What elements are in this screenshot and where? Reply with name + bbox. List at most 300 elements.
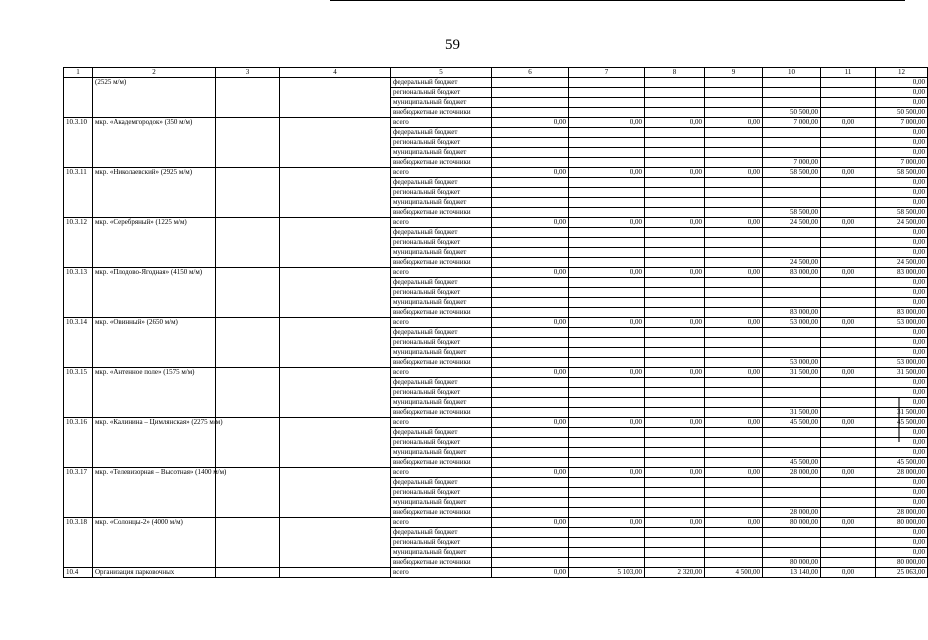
cell-col-6: 0,00 bbox=[492, 368, 569, 378]
cell-col-9 bbox=[705, 398, 763, 408]
cell-col-11 bbox=[821, 428, 876, 438]
cell-col-4 bbox=[280, 78, 391, 118]
cell-col-3 bbox=[216, 78, 280, 118]
table-row bbox=[64, 518, 928, 528]
cell-col-9 bbox=[705, 488, 763, 498]
cell-col-6: 0,00 bbox=[492, 218, 569, 228]
cell-col-6 bbox=[492, 278, 569, 288]
cell-col-8 bbox=[645, 528, 705, 538]
cell-col-11: 0,00 bbox=[821, 118, 876, 128]
cell-col-12: 45 500,00 bbox=[876, 458, 928, 468]
cell-col-8 bbox=[645, 98, 705, 108]
cell-col-6 bbox=[492, 228, 569, 238]
cell-col-10: 28 000,00 bbox=[763, 508, 821, 518]
cell-col-12: 0,00 bbox=[876, 288, 928, 298]
item-name: (2525 м/м) bbox=[93, 78, 216, 118]
cell-col-8 bbox=[645, 298, 705, 308]
cell-col-6 bbox=[492, 388, 569, 398]
cell-col-8 bbox=[645, 228, 705, 238]
funding-source: муниципальный бюджет bbox=[391, 548, 492, 558]
cell-col-10 bbox=[763, 78, 821, 88]
funding-source: всего bbox=[391, 218, 492, 228]
cell-col-12: 0,00 bbox=[876, 278, 928, 288]
cell-col-10: 58 500,00 bbox=[763, 168, 821, 178]
cell-col-11: 0,00 bbox=[821, 418, 876, 428]
funding-source: региональный бюджет bbox=[391, 338, 492, 348]
cell-col-11 bbox=[821, 248, 876, 258]
cell-col-8 bbox=[645, 398, 705, 408]
funding-source: внебюджетные источники bbox=[391, 508, 492, 518]
cell-col-9 bbox=[705, 348, 763, 358]
cell-col-7 bbox=[569, 428, 645, 438]
cell-col-10 bbox=[763, 198, 821, 208]
cell-col-7: 0,00 bbox=[569, 318, 645, 328]
item-code: 10.3.14 bbox=[64, 318, 93, 368]
cell-col-7 bbox=[569, 278, 645, 288]
cell-col-7 bbox=[569, 338, 645, 348]
cell-col-7 bbox=[569, 528, 645, 538]
cell-col-6 bbox=[492, 478, 569, 488]
table-row bbox=[64, 318, 928, 328]
item-name: мкр. «Академгородок» (350 м/м) bbox=[93, 118, 216, 168]
cell-col-8 bbox=[645, 248, 705, 258]
cell-col-7: 0,00 bbox=[569, 118, 645, 128]
cell-col-8 bbox=[645, 558, 705, 568]
cell-col-6 bbox=[492, 258, 569, 268]
cell-col-9 bbox=[705, 88, 763, 98]
cell-col-12: 0,00 bbox=[876, 448, 928, 458]
cell-col-6 bbox=[492, 138, 569, 148]
cell-col-10 bbox=[763, 478, 821, 488]
item-code: 10.3.13 bbox=[64, 268, 93, 318]
table-row bbox=[64, 568, 928, 578]
cell-col-12: 0,00 bbox=[876, 78, 928, 88]
cell-col-10 bbox=[763, 228, 821, 238]
item-name: мкр. «Серебряный» (1225 м/м) bbox=[93, 218, 216, 268]
cell-col-12: 0,00 bbox=[876, 538, 928, 548]
cell-col-10 bbox=[763, 188, 821, 198]
cell-col-8 bbox=[645, 148, 705, 158]
funding-source: всего bbox=[391, 418, 492, 428]
funding-source: всего bbox=[391, 118, 492, 128]
cell-col-11 bbox=[821, 328, 876, 338]
cell-col-8: 2 320,00 bbox=[645, 568, 705, 578]
cell-col-12: 0,00 bbox=[876, 438, 928, 448]
cell-col-9 bbox=[705, 158, 763, 168]
cell-col-10 bbox=[763, 528, 821, 538]
cell-col-9 bbox=[705, 528, 763, 538]
cell-col-10: 45 500,00 bbox=[763, 418, 821, 428]
cell-col-8 bbox=[645, 138, 705, 148]
cell-col-6 bbox=[492, 438, 569, 448]
cell-col-9 bbox=[705, 248, 763, 258]
cell-col-11 bbox=[821, 188, 876, 198]
cell-col-11 bbox=[821, 108, 876, 118]
funding-source: региональный бюджет bbox=[391, 388, 492, 398]
funding-source: внебюджетные источники bbox=[391, 158, 492, 168]
cell-col-9 bbox=[705, 408, 763, 418]
item-code: 10.3.17 bbox=[64, 468, 93, 518]
cell-col-3 bbox=[216, 418, 280, 468]
top-rule bbox=[330, 0, 905, 1]
cell-col-11 bbox=[821, 178, 876, 188]
cell-col-10 bbox=[763, 248, 821, 258]
cell-col-6 bbox=[492, 488, 569, 498]
cell-col-12: 83 000,00 bbox=[876, 268, 928, 278]
funding-source: внебюджетные источники bbox=[391, 258, 492, 268]
cell-col-11 bbox=[821, 338, 876, 348]
cell-col-8: 0,00 bbox=[645, 268, 705, 278]
cell-col-11: 0,00 bbox=[821, 468, 876, 478]
funding-source: всего bbox=[391, 518, 492, 528]
funding-source: региональный бюджет bbox=[391, 538, 492, 548]
cell-col-7 bbox=[569, 298, 645, 308]
cell-col-11 bbox=[821, 558, 876, 568]
cell-col-8 bbox=[645, 338, 705, 348]
funding-source: федеральный бюджет bbox=[391, 528, 492, 538]
cell-col-11 bbox=[821, 388, 876, 398]
table-row bbox=[64, 268, 928, 278]
cell-col-7 bbox=[569, 478, 645, 488]
cell-col-8 bbox=[645, 378, 705, 388]
cell-col-11: 0,00 bbox=[821, 518, 876, 528]
funding-source: федеральный бюджет bbox=[391, 428, 492, 438]
cell-col-12: 0,00 bbox=[876, 148, 928, 158]
cell-col-11 bbox=[821, 398, 876, 408]
cell-col-10: 58 500,00 bbox=[763, 208, 821, 218]
cell-col-8 bbox=[645, 458, 705, 468]
cell-col-6 bbox=[492, 148, 569, 158]
cell-col-6 bbox=[492, 198, 569, 208]
cell-col-6: 0,00 bbox=[492, 418, 569, 428]
cell-col-9 bbox=[705, 208, 763, 218]
funding-source: всего bbox=[391, 368, 492, 378]
cell-col-7 bbox=[569, 348, 645, 358]
cell-col-11: 0,00 bbox=[821, 168, 876, 178]
cell-col-4 bbox=[280, 218, 391, 268]
funding-source: региональный бюджет bbox=[391, 188, 492, 198]
cell-col-12: 0,00 bbox=[876, 138, 928, 148]
cell-col-9 bbox=[705, 358, 763, 368]
cell-col-9 bbox=[705, 98, 763, 108]
cell-col-9 bbox=[705, 338, 763, 348]
cell-col-12: 0,00 bbox=[876, 338, 928, 348]
item-code: 10.3.15 bbox=[64, 368, 93, 418]
cell-col-11 bbox=[821, 78, 876, 88]
cell-col-12: 0,00 bbox=[876, 98, 928, 108]
cell-col-7: 0,00 bbox=[569, 268, 645, 278]
cell-col-10 bbox=[763, 378, 821, 388]
cell-col-10: 83 000,00 bbox=[763, 268, 821, 278]
cell-col-8 bbox=[645, 158, 705, 168]
cell-col-7 bbox=[569, 558, 645, 568]
funding-source: муниципальный бюджет bbox=[391, 298, 492, 308]
table-row bbox=[64, 168, 928, 178]
cell-col-6: 0,00 bbox=[492, 318, 569, 328]
cell-col-10: 50 500,00 bbox=[763, 108, 821, 118]
cell-col-10 bbox=[763, 238, 821, 248]
cell-col-7 bbox=[569, 138, 645, 148]
funding-source: федеральный бюджет bbox=[391, 378, 492, 388]
cell-col-7 bbox=[569, 488, 645, 498]
cell-col-11 bbox=[821, 508, 876, 518]
item-name: мкр. «Овинный» (2650 м/м) bbox=[93, 318, 216, 368]
cell-col-12: 0,00 bbox=[876, 238, 928, 248]
item-code: 10.3.18 bbox=[64, 518, 93, 568]
cell-col-10 bbox=[763, 548, 821, 558]
item-name: мкр. «Телевизорная – Высотная» (1400 м/м) bbox=[93, 468, 216, 518]
funding-source: муниципальный бюджет bbox=[391, 448, 492, 458]
funding-source: региональный бюджет bbox=[391, 488, 492, 498]
cell-col-8 bbox=[645, 88, 705, 98]
cell-col-7 bbox=[569, 308, 645, 318]
cell-col-12: 50 500,00 bbox=[876, 108, 928, 118]
cell-col-11: 0,00 bbox=[821, 368, 876, 378]
cell-col-8: 0,00 bbox=[645, 118, 705, 128]
cell-col-9 bbox=[705, 388, 763, 398]
cell-col-12: 7 000,00 bbox=[876, 158, 928, 168]
table-row bbox=[64, 218, 928, 228]
cell-col-8 bbox=[645, 308, 705, 318]
cell-col-12: 0,00 bbox=[876, 488, 928, 498]
cell-col-6 bbox=[492, 378, 569, 388]
cell-col-7 bbox=[569, 288, 645, 298]
cell-col-6 bbox=[492, 238, 569, 248]
cell-col-12: 0,00 bbox=[876, 478, 928, 488]
cell-col-8 bbox=[645, 428, 705, 438]
cell-col-11 bbox=[821, 358, 876, 368]
cell-col-7 bbox=[569, 398, 645, 408]
table-row bbox=[64, 78, 928, 88]
funding-source: внебюджетные источники bbox=[391, 458, 492, 468]
funding-source: региональный бюджет bbox=[391, 88, 492, 98]
cell-col-11 bbox=[821, 98, 876, 108]
cell-col-7 bbox=[569, 538, 645, 548]
cell-col-10: 31 500,00 bbox=[763, 368, 821, 378]
cell-col-12: 0,00 bbox=[876, 228, 928, 238]
cell-col-10: 13 140,00 bbox=[763, 568, 821, 578]
funding-source: муниципальный бюджет bbox=[391, 348, 492, 358]
cell-col-11 bbox=[821, 458, 876, 468]
cell-col-4 bbox=[280, 268, 391, 318]
cell-col-6: 0,00 bbox=[492, 168, 569, 178]
cell-col-7 bbox=[569, 188, 645, 198]
cell-col-7 bbox=[569, 238, 645, 248]
item-name: мкр. «Калинина – Цимлянская» (2275 м/м) bbox=[93, 418, 216, 468]
cell-col-8: 0,00 bbox=[645, 418, 705, 428]
cell-col-9 bbox=[705, 378, 763, 388]
cell-col-7 bbox=[569, 228, 645, 238]
funding-source: федеральный бюджет bbox=[391, 128, 492, 138]
cell-col-10 bbox=[763, 398, 821, 408]
cell-col-9 bbox=[705, 198, 763, 208]
table-body bbox=[64, 78, 928, 578]
cell-col-3 bbox=[216, 318, 280, 368]
cell-col-10 bbox=[763, 278, 821, 288]
funding-source: внебюджетные источники bbox=[391, 108, 492, 118]
cell-col-8 bbox=[645, 198, 705, 208]
item-name: мкр. «Николаевский» (2925 м/м) bbox=[93, 168, 216, 218]
cell-col-12: 0,00 bbox=[876, 248, 928, 258]
cell-col-9: 4 500,00 bbox=[705, 568, 763, 578]
cell-col-11 bbox=[821, 488, 876, 498]
cell-col-12: 28 000,00 bbox=[876, 508, 928, 518]
cell-col-10: 53 000,00 bbox=[763, 318, 821, 328]
cell-col-9 bbox=[705, 138, 763, 148]
cell-col-8: 0,00 bbox=[645, 368, 705, 378]
cell-col-10 bbox=[763, 338, 821, 348]
cell-col-7: 0,00 bbox=[569, 218, 645, 228]
cell-col-8 bbox=[645, 508, 705, 518]
cell-col-11 bbox=[821, 228, 876, 238]
cell-col-9 bbox=[705, 478, 763, 488]
cell-col-10 bbox=[763, 448, 821, 458]
cell-col-6 bbox=[492, 408, 569, 418]
cell-col-12: 0,00 bbox=[876, 498, 928, 508]
cell-col-9: 0,00 bbox=[705, 468, 763, 478]
cell-col-9 bbox=[705, 228, 763, 238]
cell-col-11 bbox=[821, 238, 876, 248]
cell-col-9: 0,00 bbox=[705, 318, 763, 328]
cell-col-11 bbox=[821, 438, 876, 448]
funding-source: федеральный бюджет bbox=[391, 278, 492, 288]
funding-source: муниципальный бюджет bbox=[391, 198, 492, 208]
cell-col-6 bbox=[492, 358, 569, 368]
cell-col-8 bbox=[645, 128, 705, 138]
cell-col-11 bbox=[821, 498, 876, 508]
cell-col-8 bbox=[645, 238, 705, 248]
cell-col-3 bbox=[216, 118, 280, 168]
cell-col-9 bbox=[705, 108, 763, 118]
cell-col-12: 0,00 bbox=[876, 188, 928, 198]
cell-col-9: 0,00 bbox=[705, 118, 763, 128]
cell-col-7 bbox=[569, 98, 645, 108]
cell-col-6 bbox=[492, 128, 569, 138]
funding-source: внебюджетные источники bbox=[391, 558, 492, 568]
cell-col-11 bbox=[821, 258, 876, 268]
cell-col-3 bbox=[216, 518, 280, 568]
funding-source: региональный бюджет bbox=[391, 238, 492, 248]
funding-source: федеральный бюджет bbox=[391, 78, 492, 88]
funding-source: региональный бюджет bbox=[391, 438, 492, 448]
cell-col-9 bbox=[705, 508, 763, 518]
cell-col-10 bbox=[763, 388, 821, 398]
cell-col-9 bbox=[705, 458, 763, 468]
cell-col-10: 7 000,00 bbox=[763, 158, 821, 168]
cell-col-7 bbox=[569, 148, 645, 158]
cell-col-9 bbox=[705, 278, 763, 288]
cell-col-6 bbox=[492, 288, 569, 298]
cell-col-10 bbox=[763, 138, 821, 148]
cell-col-4 bbox=[280, 368, 391, 418]
cell-col-12: 0,00 bbox=[876, 328, 928, 338]
header-row bbox=[64, 68, 928, 78]
table-row bbox=[64, 368, 928, 378]
funding-source: региональный бюджет bbox=[391, 288, 492, 298]
funding-source: муниципальный бюджет bbox=[391, 498, 492, 508]
item-name: Организация парковочных bbox=[93, 568, 216, 578]
item-name: мкр. «Антенное поле» (1575 м/м) bbox=[93, 368, 216, 418]
cell-col-10: 24 500,00 bbox=[763, 258, 821, 268]
cell-col-10: 28 000,00 bbox=[763, 468, 821, 478]
cell-col-7 bbox=[569, 328, 645, 338]
cell-col-7: 0,00 bbox=[569, 468, 645, 478]
cell-col-7 bbox=[569, 388, 645, 398]
cell-col-3 bbox=[216, 568, 280, 578]
funding-source: муниципальный бюджет bbox=[391, 148, 492, 158]
cell-col-8 bbox=[645, 478, 705, 488]
cell-col-9 bbox=[705, 538, 763, 548]
cell-col-6 bbox=[492, 78, 569, 88]
cell-col-6 bbox=[492, 398, 569, 408]
cell-col-6 bbox=[492, 458, 569, 468]
cell-col-11 bbox=[821, 148, 876, 158]
cell-col-8 bbox=[645, 438, 705, 448]
cell-col-11 bbox=[821, 288, 876, 298]
cell-col-10: 24 500,00 bbox=[763, 218, 821, 228]
table-row bbox=[64, 468, 928, 478]
cell-col-7 bbox=[569, 378, 645, 388]
cell-col-8 bbox=[645, 78, 705, 88]
table-row bbox=[64, 118, 928, 128]
cell-col-10 bbox=[763, 488, 821, 498]
cell-col-6: 0,00 bbox=[492, 518, 569, 528]
cell-col-11 bbox=[821, 538, 876, 548]
cell-col-12: 0,00 bbox=[876, 388, 928, 398]
cell-col-10: 45 500,00 bbox=[763, 458, 821, 468]
cell-col-11 bbox=[821, 278, 876, 288]
cell-col-6 bbox=[492, 528, 569, 538]
cell-col-4 bbox=[280, 168, 391, 218]
cell-col-10: 31 500,00 bbox=[763, 408, 821, 418]
cell-col-10: 80 000,00 bbox=[763, 518, 821, 528]
cell-col-6 bbox=[492, 108, 569, 118]
cell-col-12: 0,00 bbox=[876, 428, 928, 438]
cell-col-11 bbox=[821, 478, 876, 488]
cell-col-6 bbox=[492, 548, 569, 558]
cell-col-12: 80 000,00 bbox=[876, 558, 928, 568]
cell-col-7 bbox=[569, 408, 645, 418]
cell-col-12: 0,00 bbox=[876, 198, 928, 208]
cell-col-7: 0,00 bbox=[569, 368, 645, 378]
cell-col-6 bbox=[492, 538, 569, 548]
cell-col-9 bbox=[705, 78, 763, 88]
cell-col-10 bbox=[763, 128, 821, 138]
cell-col-6 bbox=[492, 348, 569, 358]
cell-col-6 bbox=[492, 558, 569, 568]
cell-col-4 bbox=[280, 418, 391, 468]
header-cell: 10 bbox=[763, 68, 821, 78]
header-cell: 5 bbox=[391, 68, 492, 78]
funding-source: федеральный бюджет bbox=[391, 178, 492, 188]
cell-col-7: 0,00 bbox=[569, 168, 645, 178]
item-code: 10.3.10 bbox=[64, 118, 93, 168]
cell-col-12: 0,00 bbox=[876, 528, 928, 538]
cell-col-9 bbox=[705, 298, 763, 308]
funding-source: муниципальный бюджет bbox=[391, 398, 492, 408]
cell-col-10 bbox=[763, 498, 821, 508]
cell-col-3 bbox=[216, 368, 280, 418]
cell-col-11 bbox=[821, 208, 876, 218]
cell-col-11 bbox=[821, 548, 876, 558]
cell-col-12: 0,00 bbox=[876, 378, 928, 388]
cell-col-6: 0,00 bbox=[492, 268, 569, 278]
cell-col-10 bbox=[763, 428, 821, 438]
funding-source: внебюджетные источники bbox=[391, 358, 492, 368]
item-code: 10.3.16 bbox=[64, 418, 93, 468]
cell-col-12: 31 500,00 bbox=[876, 408, 928, 418]
cell-col-11: 0,00 bbox=[821, 268, 876, 278]
